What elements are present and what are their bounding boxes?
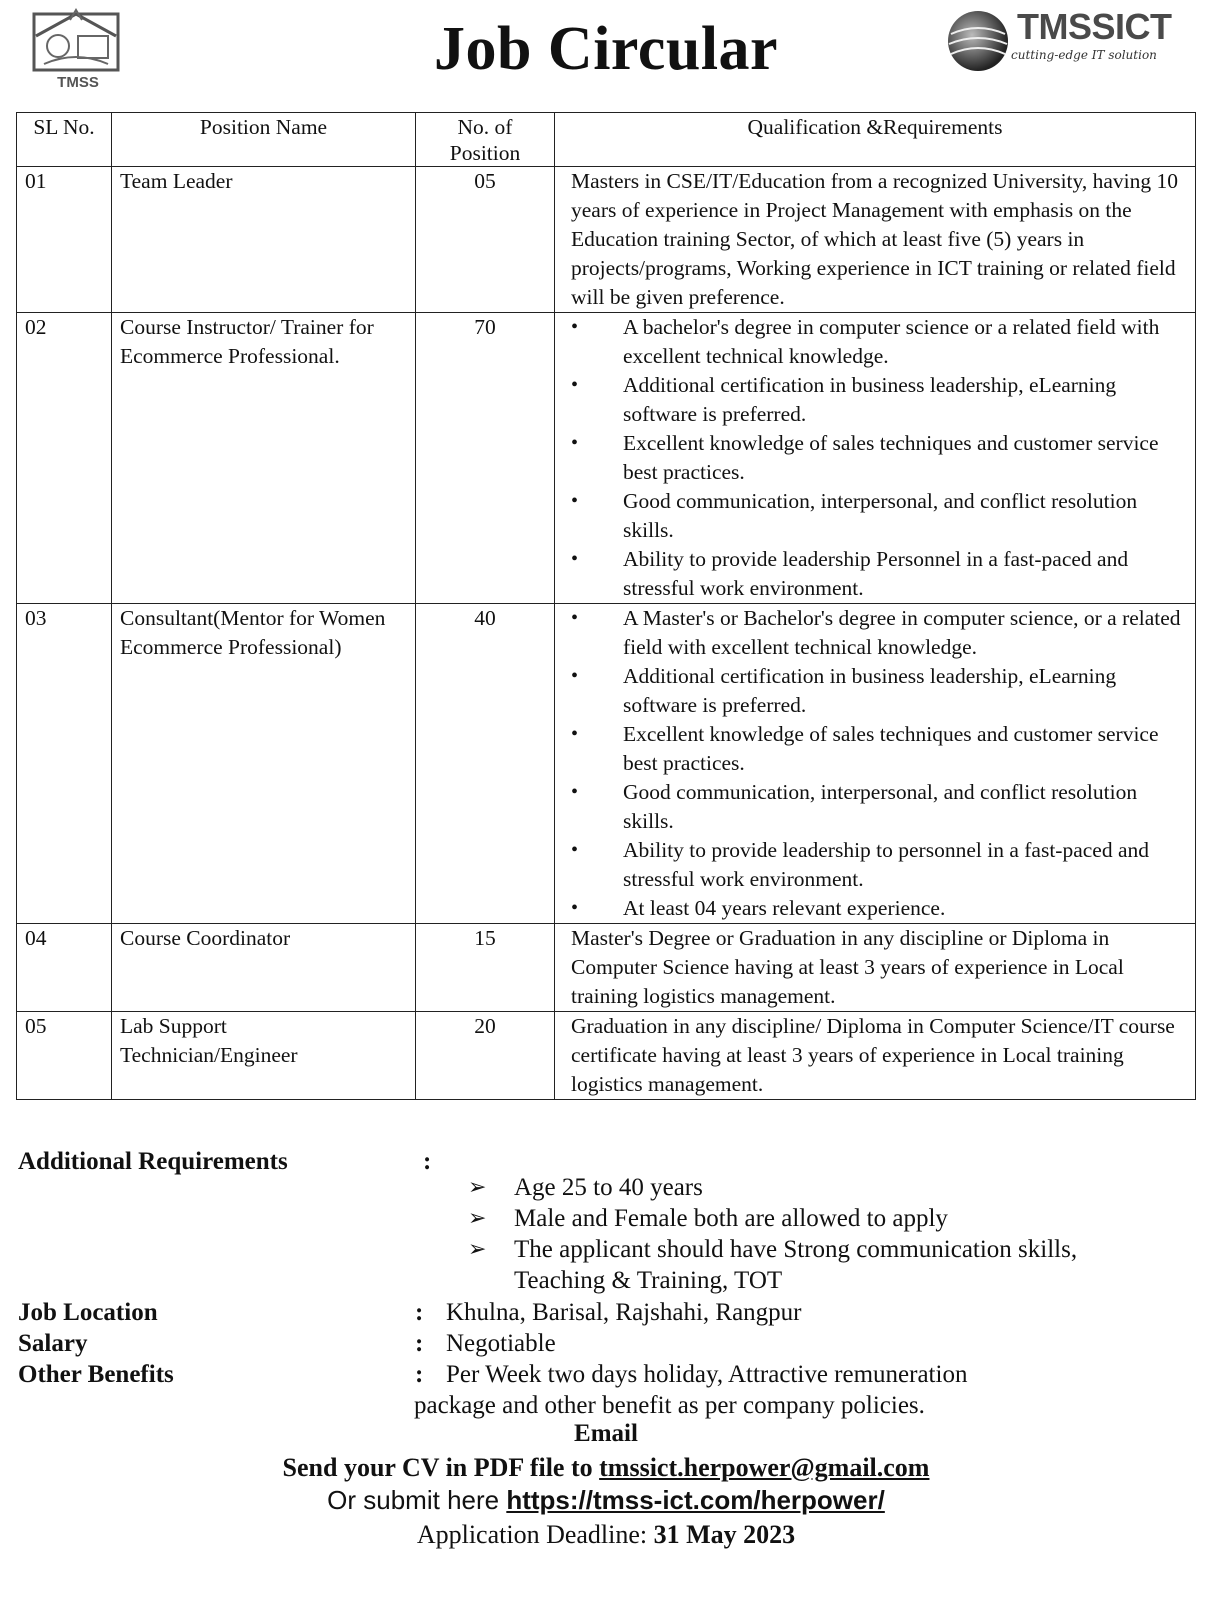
list-item: • Ability to provide leadership to personnel in a fast-paced and stressful work environment.	[571, 836, 1187, 894]
page-title: Job Circular	[433, 15, 779, 83]
application-deadline	[0, 1520, 1212, 1550]
list-item: ➢ The applicant should have Strong communication skills, Teaching & Training, TOT	[468, 1234, 1148, 1296]
table-row	[17, 924, 1196, 1012]
row-sl: 05	[17, 1012, 112, 1100]
list-item: • Excellent knowledge of sales techniques and customer service best practices.	[571, 720, 1187, 778]
additional-requirements-list	[468, 1172, 1148, 1296]
deadline-label: Application Deadline:	[416, 1520, 654, 1549]
salary-value: Negotiable	[446, 1330, 556, 1357]
table-row	[17, 167, 1196, 313]
row-position-name: Team Leader	[112, 167, 416, 313]
table-row	[17, 313, 1196, 604]
list-item: ➢ Age 25 to 40 years	[468, 1172, 1148, 1203]
other-benefits-value: Per Week two days holiday, Attractive remuneration	[446, 1361, 968, 1388]
row-position-name: Lab Support Technician/Engineer	[112, 1012, 416, 1100]
list-item: • Good communication, interpersonal, and conflict resolution skills.	[571, 778, 1187, 836]
submit-text: Or submit here	[327, 1485, 507, 1515]
row-sl: 03	[17, 604, 112, 924]
list-item: • Excellent knowledge of sales techniques and customer service best practices.	[571, 429, 1187, 487]
job-location-value: Khulna, Barisal, Rajshahi, Rangpur	[446, 1299, 802, 1326]
requirements-list	[571, 604, 1187, 923]
colon: :	[415, 1299, 424, 1326]
list-item: • Additional certification in business leadership, eLearning software is preferred.	[571, 371, 1187, 429]
colon: :	[415, 1330, 424, 1357]
row-position-name: Course Instructor/ Trainer for Ecommerce Professional.	[112, 313, 416, 604]
table-row	[17, 1012, 1196, 1100]
row-requirements: Master's Degree or Graduation in any discipline or Diploma in Computer Science having at least 3 years of experience in Local training logistics management.	[555, 924, 1196, 1012]
submit-url-link[interactable]: https://tmss-ict.com/herpower/	[506, 1485, 885, 1515]
email-link[interactable]: tmssict.herpower@gmail.com	[599, 1453, 930, 1482]
row-sl: 04	[17, 924, 112, 1012]
list-item: • At least 04 years relevant experience.	[571, 894, 1187, 923]
colon: :	[415, 1361, 424, 1388]
row-position-name: Course Coordinator	[112, 924, 416, 1012]
col-header-qualification: Qualification &Requirements	[555, 113, 1196, 167]
header	[0, 0, 1212, 110]
send-cv-line	[0, 1453, 1212, 1483]
row-sl: 01	[17, 167, 112, 313]
job-table	[16, 112, 1196, 1100]
row-position-name: Consultant(Mentor for Women Ecommerce Professional)	[112, 604, 416, 924]
requirements-list	[571, 313, 1187, 603]
row-requirements: Graduation in any discipline/ Diploma in Computer Science/IT course certificate having at least 3 years of experience in Local training logistics management.	[555, 1012, 1196, 1100]
other-benefits-continued: package and other benefit as per company policies.	[414, 1392, 925, 1419]
list-item: • A Master's or Bachelor's degree in computer science, or a related field with excellent technical knowledge.	[571, 604, 1187, 662]
submit-line	[0, 1485, 1212, 1516]
row-requirements	[555, 313, 1196, 604]
list-item: • Good communication, interpersonal, and conflict resolution skills.	[571, 487, 1187, 545]
row-requirements: Masters in CSE/IT/Education from a recognized University, having 10 years of experience in Project Management with emphasis on the Education training Sector, of which at least five (5) years in projects/programs, Working experience in ICT training or related field will be given preference.	[555, 167, 1196, 313]
col-header-position-name: Position Name	[112, 113, 416, 167]
job-location-label: Job Location	[18, 1299, 158, 1326]
tmssict-logo	[945, 6, 1185, 76]
list-item: • Ability to provide leadership Personnel in a fast-paced and stressful work environment.	[571, 545, 1187, 603]
additional-requirements-label: Additional Requirements	[18, 1148, 288, 1175]
row-requirements	[555, 604, 1196, 924]
deadline-date: 31 May 2023	[653, 1520, 796, 1549]
email-heading: Email	[574, 1420, 638, 1447]
col-header-sl: SL No.	[17, 113, 112, 167]
list-item: ➢ Male and Female both are allowed to apply	[468, 1203, 1148, 1234]
send-cv-text: Send your CV in PDF file to	[282, 1453, 600, 1482]
row-num-position: 70	[416, 313, 555, 604]
list-item: • Additional certification in business leadership, eLearning software is preferred.	[571, 662, 1187, 720]
col-header-num-position: No. of Position	[416, 113, 555, 167]
brand-name: TMSSICT	[1017, 6, 1172, 47]
colon: :	[423, 1148, 432, 1175]
tmss-logo-text: TMSS	[57, 74, 99, 91]
row-num-position: 40	[416, 604, 555, 924]
row-num-position: 20	[416, 1012, 555, 1100]
brand-tagline: cutting-edge IT solution	[1011, 48, 1157, 62]
list-item: • A bachelor's degree in computer science or a related field with excellent technical knowledge.	[571, 313, 1187, 371]
salary-label: Salary	[18, 1330, 88, 1357]
row-sl: 02	[17, 313, 112, 604]
row-num-position: 15	[416, 924, 555, 1012]
table-header-row	[17, 113, 1196, 167]
other-benefits-label: Other Benefits	[18, 1361, 174, 1388]
table-row	[17, 604, 1196, 924]
row-num-position: 05	[416, 167, 555, 313]
globe-icon	[945, 8, 1011, 74]
